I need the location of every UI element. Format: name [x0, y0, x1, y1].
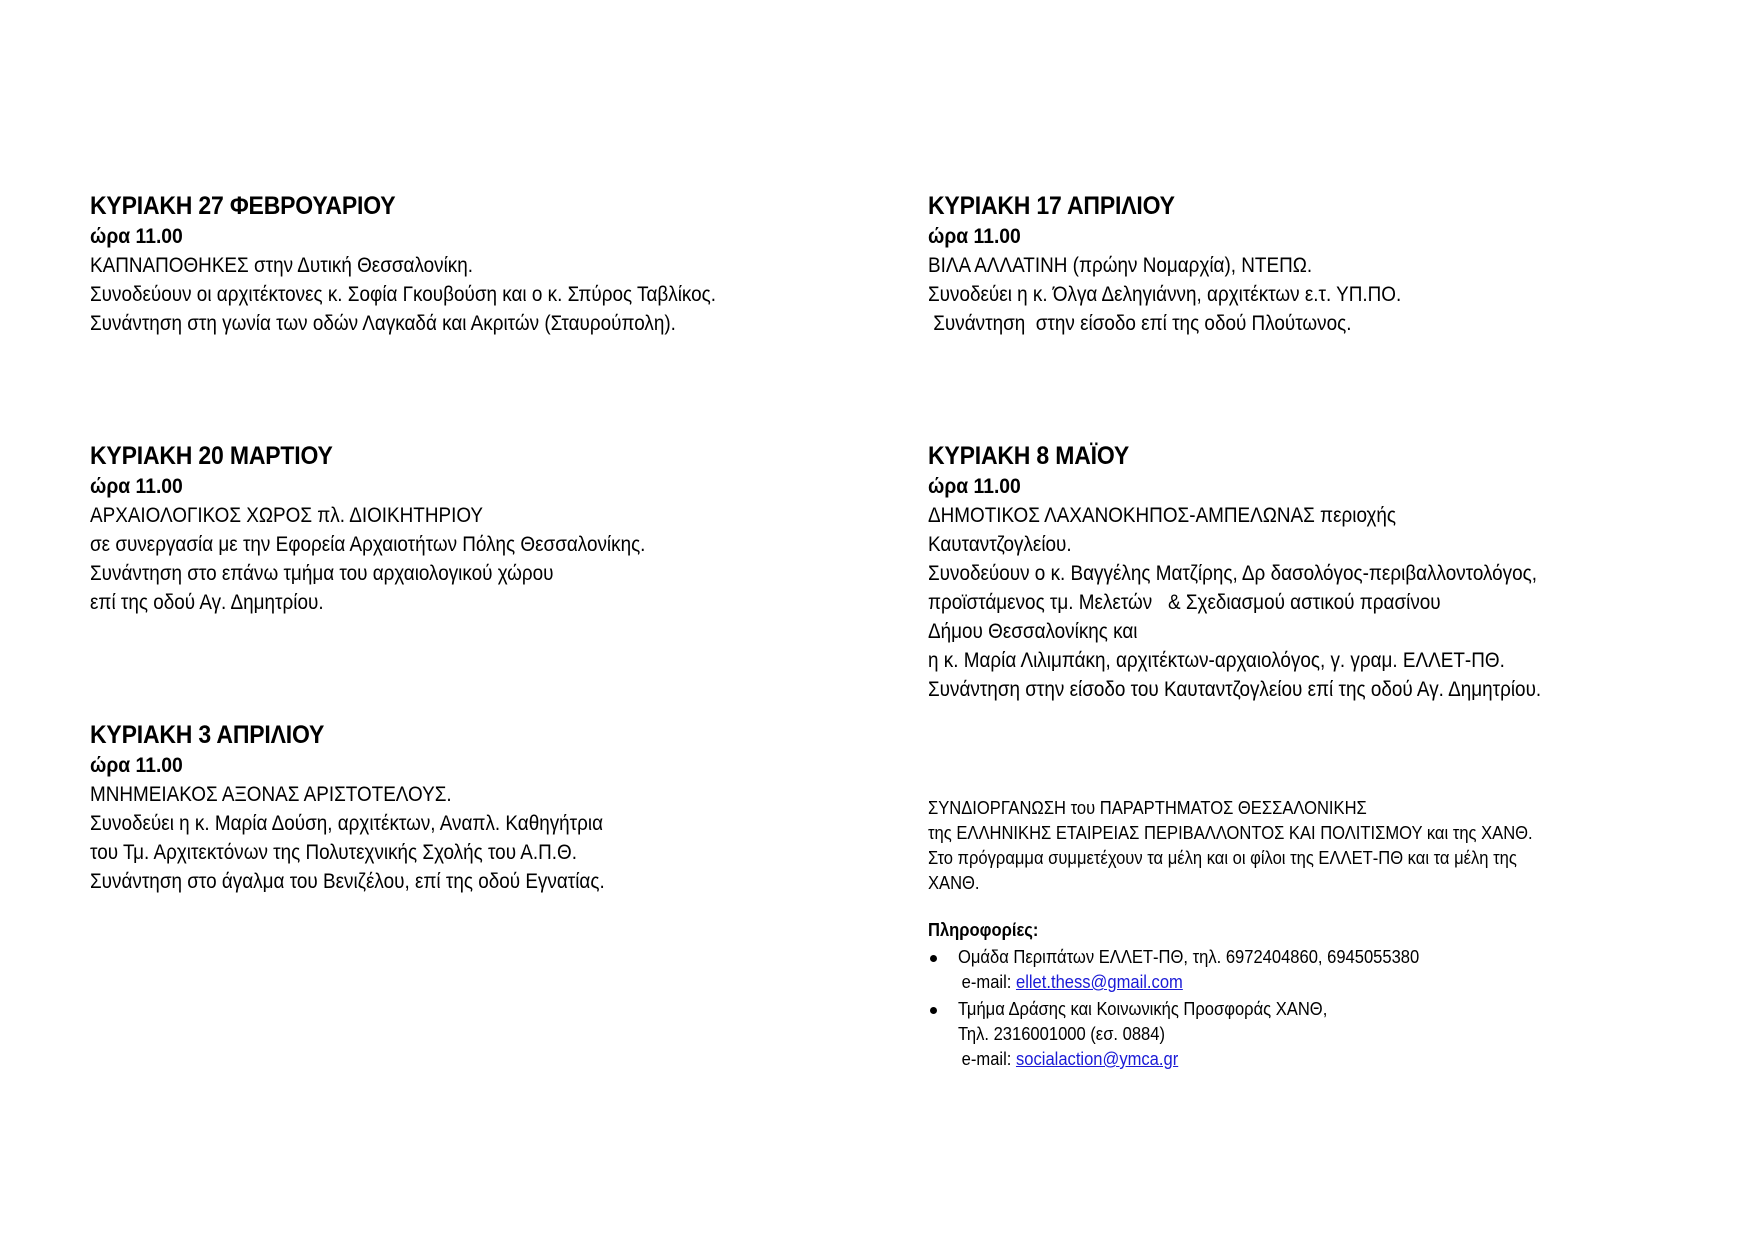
event-description-line: Συνάντηση στην είσοδο επί της οδού Πλούτωνος.: [928, 312, 1352, 335]
event-description-line: Συνοδεύει η κ. Όλγα Δεληγιάννη, αρχιτέκτων ε.τ. ΥΠ.ΠΟ.: [928, 283, 1402, 306]
contact-email-line: [958, 1047, 1630, 1072]
event-feb-27: [90, 190, 786, 338]
contact-item: [928, 997, 1688, 1072]
event-description-line: προϊστάμενος τμ. Μελετών & Σχεδιασμού αστικού πρασίνου: [928, 591, 1441, 614]
event-description-line: ΔΗΜΟΤΙΚΟΣ ΛΑΧΑΝΟΚΗΠΟΣ-ΑΜΠΕΛΩΝΑΣ περιοχής: [928, 504, 1397, 527]
organization-line: της ΕΛΛΗΝΙΚΗΣ ΕΤΑΙΡΕΙΑΣ ΠΕΡΙΒΑΛΛΟΝΤΟΣ ΚΑΙ ΠΟΛΙΤΙΣΜΟΥ και της ΧΑΝΘ.: [928, 823, 1533, 843]
event-mar-20: [90, 440, 707, 617]
event-title: ΚΥΡΙΑΚΗ 27 ΦΕΒΡΟΥΑΡΙΟΥ: [90, 192, 396, 220]
event-description-line: του Τμ. Αρχιτεκτόνων της Πολυτεχνικής Σχολής του Α.Π.Θ.: [90, 841, 577, 864]
organization-line: Στο πρόγραμμα συμμετέχουν τα μέλη και οι φίλοι της ΕΛΛΕΤ-ΠΘ και τα μέλη της: [928, 848, 1517, 868]
event-description-line: η κ. Μαρία Λιλιμπάκη, αρχιτέκτων-αρχαιολόγος, γ. γραμ. ΕΛΛΕΤ-ΠΘ.: [928, 649, 1505, 672]
contact-item: [928, 945, 1688, 995]
event-description-line: Συνάντηση στο επάνω τμήμα του αρχαιολογικού χώρου: [90, 562, 554, 585]
event-description-line: Συνοδεύουν ο κ. Βαγγέλης Ματζίρης, Δρ δασολόγος-περιβαλλοντολόγος,: [928, 562, 1538, 585]
event-time: ώρα 11.00: [90, 475, 183, 498]
email-prefix: e-mail:: [961, 1049, 1012, 1069]
event-description-line: Συνοδεύουν οι αρχιτέκτονες κ. Σοφία Γκουβούση και ο κ. Σπύρος Ταβλίκος.: [90, 283, 717, 306]
event-title: ΚΥΡΙΑΚΗ 20 ΜΑΡΤΙΟΥ: [90, 442, 333, 470]
contact-line: Τμήμα Δράσης και Κοινωνικής Προσφοράς ΧΑΝΘ,: [958, 999, 1328, 1019]
event-title: ΚΥΡΙΑΚΗ 17 ΑΠΡΙΛΙΟΥ: [928, 192, 1175, 220]
contact-line: Ομάδα Περιπάτων ΕΛΛΕΤ-ΠΘ, τηλ. 6972404860, 6945055380: [958, 947, 1420, 967]
event-title: ΚΥΡΙΑΚΗ 8 ΜΑΪΟΥ: [928, 442, 1130, 470]
event-description-line: ΚΑΠΝΑΠΟΘΗΚΕΣ στην Δυτική Θεσσαλονίκη.: [90, 254, 474, 277]
event-description-line: επί της οδού Αγ. Δημητρίου.: [90, 591, 324, 614]
event-description-line: Δήμου Θεσσαλονίκης και: [928, 620, 1138, 643]
event-description-line: Συνάντηση στο άγαλμα του Βενιζέλου, επί της οδού Εγνατίας.: [90, 870, 605, 893]
event-time: ώρα 11.00: [90, 225, 183, 248]
organization-line: ΣΥΝΔΙΟΡΓΑΝΩΣΗ του ΠΑΡΑΡΤΗΜΑΤΟΣ ΘΕΣΣΑΛΟΝΙΚΗΣ: [928, 798, 1367, 818]
contact-email-line: [958, 970, 1630, 995]
event-time: ώρα 11.00: [90, 754, 183, 777]
event-description-line: ΒΙΛΑ ΑΛΛΑΤΙΝΗ (πρώην Νομαρχία), ΝΤΕΠΩ.: [928, 254, 1313, 277]
event-description-line: Συνάντηση στην είσοδο του Καυταντζογλείου επί της οδού Αγ. Δημητρίου.: [928, 678, 1542, 701]
bullet-icon: [930, 955, 937, 962]
event-description-line: σε συνεργασία με την Εφορεία Αρχαιοτήτων Πόλης Θεσσαλονίκης.: [90, 533, 646, 556]
event-apr-17: [928, 190, 1454, 338]
event-time: ώρα 11.00: [928, 225, 1021, 248]
event-time: ώρα 11.00: [928, 475, 1021, 498]
event-may-8: [928, 440, 1609, 704]
email-link[interactable]: ellet.thess@gmail.com: [1015, 972, 1183, 992]
email-link[interactable]: socialaction@ymca.gr: [1015, 1049, 1179, 1069]
event-description-line: ΑΡΧΑΙΟΛΟΓΙΚΟΣ ΧΩΡΟΣ πλ. ΔΙΟΙΚΗΤΗΡΙΟΥ: [90, 504, 484, 527]
bullet-icon: [930, 1007, 937, 1014]
organization-line: ΧΑΝΘ.: [928, 873, 980, 893]
event-apr-3: [90, 719, 662, 896]
email-prefix: e-mail:: [961, 972, 1012, 992]
event-title: ΚΥΡΙΑΚΗ 3 ΑΠΡΙΛΙΟΥ: [90, 721, 325, 749]
contact-phone-line: Τηλ. 2316001000 (εσ. 0884): [958, 1024, 1165, 1044]
info-block: [928, 796, 1688, 1074]
event-description-line: Συνάντηση στη γωνία των οδών Λαγκαδά και Ακριτών (Σταυρούπολη).: [90, 312, 676, 335]
event-description-line: ΜΝΗΜΕΙΑΚΟΣ ΑΞΟΝΑΣ ΑΡΙΣΤΟΤΕΛΟΥΣ.: [90, 783, 452, 806]
contacts-list: [928, 945, 1688, 1072]
event-description-line: Συνοδεύει η κ. Μαρία Δούση, αρχιτέκτων, Αναπλ. Καθηγήτρια: [90, 812, 604, 835]
contacts-label: Πληροφορίες:: [928, 920, 1039, 940]
event-description-line: Καυταντζογλείου.: [928, 533, 1072, 556]
